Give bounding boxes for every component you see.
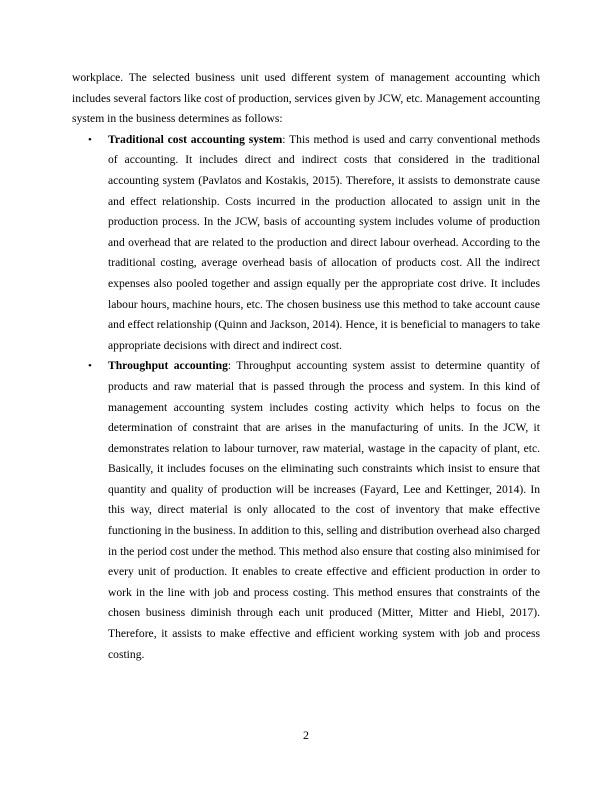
intro-paragraph: workplace. The selected business unit used different system of management accounting which includes several factors like cost of production, services given by JCW, etc. Management accounting system in the business determines as follows: <box>72 71 540 126</box>
bullet-text: : Throughput accounting system assist to determine quantity of products and raw material that is passed through the process and system. In this kind of management accounting system includes costing activity which helps to focus on the determination of constraint that are arises in the manufacturing of units. In the JCW, it demonstrates relation to labour turnover, raw material, wastage in the capacity of plant, etc. Basically, it includes focuses on the eliminating such constraints which insist to ensure that quantity and quality of production will be increases (Fayard, Lee and Kettinger, 2014). In this way, direct material is only allocated to the cost of inventory that make effective functioning in the business. In addition to this, selling and distribution overhead also charged in the period cost under the method. This method also ensure that costing also minimised for every unit of production. It enables to create effective and efficient production in order to work in the line with job and process costing. This method ensures that constraints of the chosen business diminish through each unit produced (Mitter, Mitter and Hiebl, 2017). Therefore, it assists to make effective and efficient working system with job and process costing. <box>108 359 540 661</box>
bullet-text: : This method is used and carry conventional methods of accounting. It includes direct and indirect costs that considered in the traditional accounting system (Pavlatos and Kostakis, 2015). Therefore, it assists to demonstrate cause and effect relationship. Costs incurred in the production allocated to assign unit in the production process. In the JCW, basis of accounting system includes volume of production and overhead that are related to the production and direct labour overhead. According to the traditional costing, average overhead basis of allocation of products cost. All the indirect expenses also pooled together and assign equally per the appropriate cost drive. It includes labour hours, machine hours, etc. The chosen business use this method to take account cause and effect relationship (Quinn and Jackson, 2014). Hence, it is beneficial to managers to take appropriate decisions with direct and indirect cost. <box>108 132 540 352</box>
bullet-heading: Throughput accounting <box>108 359 228 373</box>
bullet-icon: • <box>88 360 92 373</box>
bullet-icon: • <box>88 133 92 146</box>
page-number: 2 <box>303 728 309 742</box>
bullet-item-throughput-accounting <box>72 356 540 665</box>
bullet-item-traditional-costing <box>72 130 540 357</box>
bullet-heading: Traditional cost accounting system <box>108 132 283 146</box>
body-text <box>72 68 540 665</box>
bullet-list <box>72 130 540 665</box>
